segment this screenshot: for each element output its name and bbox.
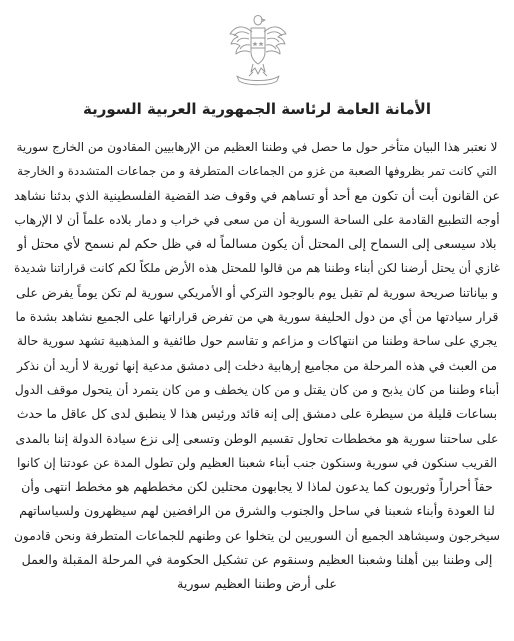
statement-line: على أرض وطننا العظيم سورية: [177, 576, 337, 592]
statement-line: القريب سنكون في سورية وسنكون جنب أبناء شعبنا العظيم ولن تطول المدة عن عودتنا إن كانوا: [17, 455, 497, 470]
statement-line: إلى وطننا بين أهلنا وشعبنا العظيم وسنقوم عن تشكيل الحكومة في المرحلة المقبلة والعمل: [21, 552, 493, 568]
statement-line: بلاد سيسعى إلى السماح إلى المحتل أن يكون مسالماً له في ظل حكم لم نسمح لأي محتل أو: [17, 236, 497, 252]
statement-body: [14, 135, 500, 597]
statement-line: من العبث في هذه المرحلة من مجاميع إرهابية دخلت إلى دمشق مدعية إنها ثورية لا أريد أن نذكر: [17, 358, 497, 373]
statement-line: على ساحتنا سورية هو مخططات تحاول تقسيم الوطن وتسعى إلى نزع سيادة الدولة إننا بالمدى: [15, 430, 499, 446]
document-heading: الأمانة العامة لرئاسة الجمهورية العربية السورية: [83, 100, 431, 118]
statement-line: التي كانت تمر بظروفها الصعبة من غزو من الجماعات المتطرفة و من جماعات المتشددة و الخارجة: [17, 164, 497, 179]
eagle-emblem-icon: [227, 10, 289, 90]
statement-line: عن القانون أبت أن تكون مع أحد أو تساهم في وقوف ضد القضية الفلسطينية الذي بدئنا نشاهد: [14, 187, 500, 203]
statement-line: قرار سيادتها من أي من دول الحليفة سورية هي من تفرض قراراتها على الجميع نشاهد بشدة ما: [15, 309, 499, 325]
statement-line: أوجه التطبيع القادمة على الساحة السورية أن من سعى في خراب و دمار بلاده علماً أن لا الإرهاب: [14, 212, 500, 227]
statement-line: سيخرجون وسيشاهد الجميع أن السوريين لن يتخلوا عن وطنهم للجماعات المتطرفة ونحن قادمون: [14, 528, 500, 543]
statement-line: و بياناتنا صريحة سورية لم تقبل يوم بالوجود التركي أو الأمريكي سورية لم تكن يوماً يفرض على: [15, 284, 499, 300]
statement-line: لا نعتبر هذا البيان متأخر حول ما حصل في وطننا العظيم من الإرهابيين المقادون من الخارج سورية: [16, 140, 498, 154]
statement-line: أبناء وطننا من كان يذبح و من كان يقتل و من كان يخطف و من كان يتمرد أن يتحول موقف الدول: [14, 382, 500, 397]
statement-line: بساعات قليلة من سيطرة على دمشق إلى إنه قائد ورئيس هذا لا ينطبق لدى كل عاقل ما حدث: [16, 406, 498, 422]
statement-line: حقاً أحراراً وثوريون كما يدعون لماذا لا يجابهون محتلين لكن مخططهم هو مخطط انتهى وأن: [21, 479, 493, 495]
statement-line: غازي أن يحتل أرضنا لكن أبناء وطننا هم من قالوا للمحتل هذه الأرض ملكاً لكم كانت قراراتنا شديدة: [14, 261, 500, 276]
statement-line: يجري على ساحة وطننا من انتهاكات و مزاعم و تقاسم حول طائفية و المذهبية تشهد سورية حالة: [16, 334, 498, 349]
statement-line: لنا العودة وأبناء شعبنا في ساحل والجنوب والشرق من الرافضين لهم سيظهرون ولسياساتهم: [19, 503, 495, 519]
